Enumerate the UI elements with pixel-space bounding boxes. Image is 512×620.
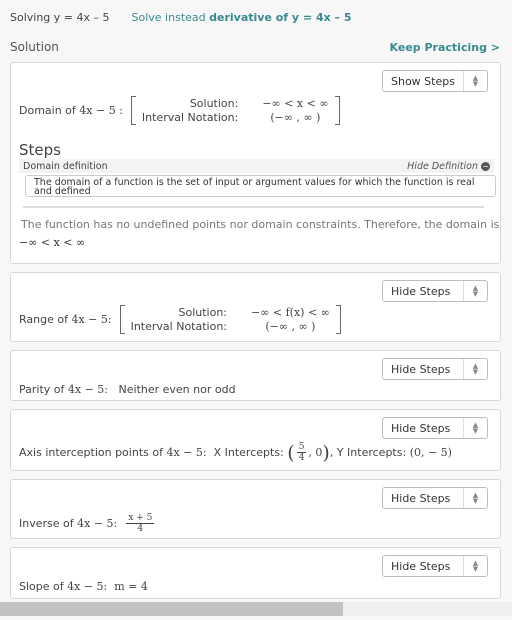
slope-value: m = 4 — [114, 580, 148, 593]
range-hide-steps-button[interactable] — [382, 280, 488, 302]
definition-bar — [19, 159, 494, 173]
parity-label: Parity of — [19, 383, 65, 396]
inverse-expr: 4x − 5: — [77, 517, 118, 530]
range-interval-key: Interval Notation: — [130, 320, 228, 333]
range-solution-value: −∞ < f(x) < ∞ — [251, 306, 330, 319]
parity-value: Neither even nor odd — [118, 383, 236, 396]
slope-label: Slope of — [19, 580, 64, 593]
y-intercept-value: (0, − 5) — [409, 446, 452, 459]
domain-card — [10, 62, 501, 264]
show-steps-label: Show Steps — [391, 74, 455, 88]
range-bracket — [120, 305, 341, 334]
x-intercept-rest: , 0 — [308, 446, 323, 459]
inverse-row — [19, 513, 156, 534]
x-intercept-label: X Intercepts: — [213, 446, 284, 459]
x-intercept-numerator: 5 — [298, 442, 305, 452]
slope-card — [10, 547, 501, 599]
divider — [23, 206, 484, 208]
domain-label: Domain of — [19, 104, 76, 117]
hide-steps-label: Hide Steps — [391, 491, 451, 505]
domain-interval-value: (−∞ , ∞ ) — [270, 111, 321, 124]
range-card — [10, 272, 501, 342]
domain-explanation: The function has no undefined points nor domain constraints. Therefore, the domain is — [21, 218, 500, 231]
hide-steps-label: Hide Steps — [391, 284, 451, 298]
domain-row — [19, 96, 340, 125]
hide-steps-label: Hide Steps — [391, 421, 451, 435]
x-intercept-fraction — [297, 442, 307, 463]
inverse-label: Inverse of — [19, 517, 74, 530]
range-solution-key: Solution: — [178, 306, 228, 319]
hide-steps-label: Hide Steps — [391, 362, 451, 376]
axis-expr: 4x − 5: — [166, 446, 207, 459]
x-intercept-denominator: 4 — [298, 453, 305, 463]
select-arrows-icon: ▲ ▼ — [463, 359, 487, 379]
select-arrows-icon: ▲ ▼ — [463, 488, 487, 508]
close-paren: ) — [322, 441, 330, 464]
domain-result: −∞ < x < ∞ — [19, 236, 86, 249]
domain-solution-key: Solution: — [189, 97, 239, 110]
alternate-problem-link[interactable] — [132, 11, 352, 24]
domain-solution-value: −∞ < x < ∞ — [262, 97, 329, 110]
axis-card — [10, 409, 501, 471]
keep-practicing-link[interactable]: Keep Practicing > — [389, 40, 500, 54]
hide-definition-button[interactable] — [407, 161, 490, 172]
select-arrows-icon: ▲ ▼ — [463, 556, 487, 576]
problem-text: Solving y = 4x – 5 — [10, 10, 110, 24]
domain-interval-key: Interval Notation: — [141, 111, 239, 124]
y-intercept-label: Y Intercepts: — [336, 446, 407, 459]
inverse-card — [10, 479, 501, 539]
hide-definition-label: Hide Definition — [407, 160, 478, 172]
minus-circle-icon: − — [482, 161, 489, 171]
hide-steps-label: Hide Steps — [391, 559, 451, 573]
select-arrows-icon: ▲ ▼ — [463, 71, 487, 91]
alternate-link-text[interactable]: derivative of y = 4x – 5 — [209, 10, 352, 24]
open-paren: ( — [287, 441, 295, 464]
parity-card — [10, 350, 501, 401]
range-expr: 4x − 5: — [71, 313, 112, 326]
range-label: Range of — [19, 313, 68, 326]
definition-title: Domain definition — [23, 160, 108, 172]
axis-label: Axis interception points of — [19, 446, 163, 459]
scrollbar-thumb[interactable] — [0, 602, 343, 616]
inverse-fraction — [126, 513, 154, 534]
solution-label: Solution — [10, 40, 59, 54]
slope-expr: 4x − 5: — [67, 580, 108, 593]
inverse-denominator: 4 — [137, 524, 144, 534]
show-steps-button[interactable] — [382, 70, 488, 92]
select-arrows-icon: ▲ ▼ — [463, 281, 487, 301]
axis-row: Axis interception points of 4x − 5: X Intercepts: ( $\frac{5}{4}$ , 0 ) , Y Intercepts: (0, − 5) — [19, 441, 452, 464]
select-arrows-icon: ▲ ▼ — [463, 418, 487, 438]
solution-header — [10, 38, 500, 56]
axis-hide-steps-button[interactable] — [382, 417, 488, 439]
parity-expr: 4x − 5: — [67, 383, 109, 396]
definition-box: The domain of a function is the set of input or argument values for which the function is real and defined — [25, 175, 496, 197]
inverse-hide-steps-button[interactable] — [382, 487, 488, 509]
slope-hide-steps-button[interactable] — [382, 555, 488, 577]
steps-title: Steps — [19, 141, 61, 159]
domain-expr: 4x − 5 : — [79, 104, 123, 117]
slope-row — [19, 580, 148, 593]
parity-row — [19, 383, 236, 396]
horizontal-scrollbar[interactable] — [0, 602, 512, 616]
alternate-prefix: Solve instead — [131, 10, 206, 24]
domain-bracket — [131, 96, 340, 125]
inverse-numerator: x + 5 — [128, 513, 153, 523]
range-row — [19, 305, 341, 334]
parity-hide-steps-button[interactable] — [382, 358, 488, 380]
range-interval-value: (−∞ , ∞ ) — [265, 320, 316, 333]
top-bar — [0, 0, 512, 34]
